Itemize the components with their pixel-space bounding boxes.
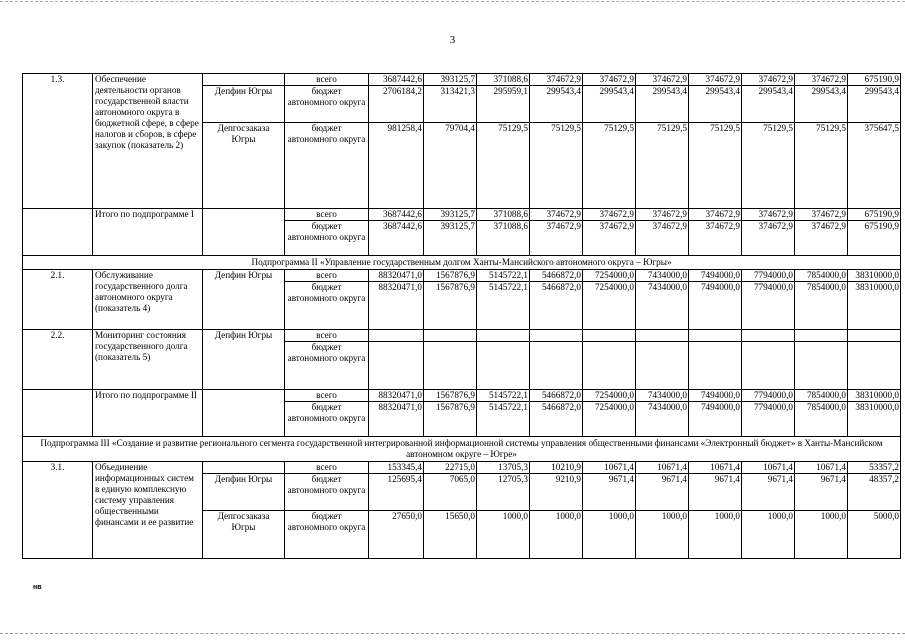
value-cell: 1000,0: [477, 511, 530, 559]
executor-cell: Депфин Югры: [203, 270, 285, 330]
value-cell: [636, 330, 689, 342]
value-cell: 3687442,6: [369, 221, 424, 256]
value-cell: 1000,0: [795, 511, 848, 559]
measure-name: Итого по подпрограмме I: [93, 209, 203, 256]
value-cell: 3687442,6: [369, 209, 424, 221]
value-cell: 1000,0: [636, 511, 689, 559]
value-cell: 1000,0: [583, 511, 636, 559]
value-cell: 299543,4: [742, 86, 795, 123]
value-cell: 7065,0: [424, 474, 477, 511]
value-cell: 75129,5: [583, 123, 636, 209]
value-cell: 9210,9: [530, 474, 583, 511]
source-total: всего: [285, 74, 369, 86]
value-cell: 3687442,6: [369, 74, 424, 86]
value-cell: 88320471,0: [369, 402, 424, 437]
value-cell: [369, 342, 424, 390]
value-cell: 48357,2: [848, 474, 901, 511]
value-cell: 393125,7: [424, 74, 477, 86]
value-cell: [742, 342, 795, 390]
value-cell: 75129,5: [795, 123, 848, 209]
value-cell: 7254000,0: [583, 270, 636, 282]
value-cell: 1567876,9: [424, 390, 477, 402]
value-cell: 981258,4: [369, 123, 424, 209]
value-cell: 5145722,1: [477, 390, 530, 402]
source-cell: бюджет автономного округа: [285, 86, 369, 123]
value-cell: 299543,4: [848, 86, 901, 123]
value-cell: 393125,7: [424, 209, 477, 221]
source-total: всего: [285, 330, 369, 342]
value-cell: 374672,9: [742, 74, 795, 86]
value-cell: 10210,9: [530, 462, 583, 474]
executor-cell: Депфин Югры: [203, 86, 285, 123]
table-row: [23, 330, 901, 342]
value-cell: 7434000,0: [636, 282, 689, 330]
value-cell: 38310000,0: [848, 282, 901, 330]
value-cell: 7494000,0: [689, 390, 742, 402]
value-cell: 1000,0: [530, 511, 583, 559]
value-cell: 313421,3: [424, 86, 477, 123]
subprogram-title: Подпрограмма II «Управление государственным долгом Ханты-Мансийского автономного округа – Югры»: [23, 256, 901, 270]
value-cell: 5000,0: [848, 511, 901, 559]
value-cell: [689, 342, 742, 390]
value-cell: 7854000,0: [795, 270, 848, 282]
value-cell: 10671,4: [689, 462, 742, 474]
value-cell: 7254000,0: [583, 390, 636, 402]
subprogram-title-row: [23, 437, 901, 462]
value-cell: [848, 342, 901, 390]
executor-cell: Депфин Югры: [203, 474, 285, 511]
subprogram-title: Подпрограмма III «Создание и развитие регионального сегмента государственной интегрированной информационной системы управления общественными финансами «Электронный бюджет» в Ханты-Мансийском автономном округе – Югре»: [23, 437, 901, 462]
value-cell: 7434000,0: [636, 270, 689, 282]
source-cell: бюджет автономного округа: [285, 402, 369, 437]
table-row: [23, 74, 901, 86]
row-number: 2.2.: [23, 330, 93, 390]
value-cell: 7854000,0: [795, 282, 848, 330]
value-cell: 1000,0: [742, 511, 795, 559]
value-cell: 374672,9: [742, 209, 795, 221]
scan-bottom-edge: [0, 633, 905, 634]
value-cell: 374672,9: [742, 221, 795, 256]
value-cell: 7494000,0: [689, 402, 742, 437]
value-cell: 371088,6: [477, 74, 530, 86]
value-cell: 2706184,2: [369, 86, 424, 123]
value-cell: 374672,9: [795, 74, 848, 86]
executor-cell: [203, 390, 285, 437]
value-cell: 5466872,0: [530, 282, 583, 330]
value-cell: 5145722,1: [477, 402, 530, 437]
value-cell: [795, 330, 848, 342]
table-row: [23, 390, 901, 402]
value-cell: 88320471,0: [369, 282, 424, 330]
value-cell: 374672,9: [530, 74, 583, 86]
row-number: 2.1.: [23, 270, 93, 330]
value-cell: 88320471,0: [369, 390, 424, 402]
value-cell: 38310000,0: [848, 402, 901, 437]
value-cell: 7494000,0: [689, 270, 742, 282]
executor-cell: [203, 209, 285, 256]
value-cell: 79704,4: [424, 123, 477, 209]
value-cell: 153345,4: [369, 462, 424, 474]
row-number: [23, 209, 93, 256]
value-cell: [795, 342, 848, 390]
value-cell: 9671,4: [742, 474, 795, 511]
value-cell: 7254000,0: [583, 282, 636, 330]
value-cell: 22715,0: [424, 462, 477, 474]
value-cell: 375647,5: [848, 123, 901, 209]
measure-name: Мониторинг состояния государственного долга (показатель 5): [93, 330, 203, 390]
value-cell: 675190,9: [848, 209, 901, 221]
value-cell: 9671,4: [583, 474, 636, 511]
value-cell: 10671,4: [795, 462, 848, 474]
value-cell: 7794000,0: [742, 270, 795, 282]
value-cell: 295959,1: [477, 86, 530, 123]
value-cell: 374672,9: [583, 221, 636, 256]
value-cell: 15650,0: [424, 511, 477, 559]
value-cell: [636, 342, 689, 390]
scan-top-edge: [0, 1, 905, 2]
value-cell: 5466872,0: [530, 402, 583, 437]
value-cell: 7494000,0: [689, 282, 742, 330]
value-cell: 374672,9: [795, 209, 848, 221]
value-cell: 374672,9: [636, 74, 689, 86]
value-cell: 675190,9: [848, 74, 901, 86]
value-cell: 7794000,0: [742, 282, 795, 330]
executor-cell: [203, 462, 285, 474]
value-cell: 5145722,1: [477, 282, 530, 330]
source-total: всего: [285, 462, 369, 474]
subprogram-title-row: [23, 256, 901, 270]
source-cell: бюджет автономного округа: [285, 221, 369, 256]
value-cell: 38310000,0: [848, 390, 901, 402]
value-cell: 27650,0: [369, 511, 424, 559]
source-total: всего: [285, 209, 369, 221]
value-cell: [530, 342, 583, 390]
value-cell: 374672,9: [636, 209, 689, 221]
budget-table-wrap: [22, 73, 899, 559]
executor-cell: Депгосзаказа Югры: [203, 511, 285, 559]
executor-cell: [203, 74, 285, 86]
value-cell: [477, 330, 530, 342]
value-cell: 7794000,0: [742, 390, 795, 402]
value-cell: 374672,9: [583, 209, 636, 221]
value-cell: 125695,4: [369, 474, 424, 511]
value-cell: [530, 330, 583, 342]
value-cell: 75129,5: [477, 123, 530, 209]
value-cell: [424, 342, 477, 390]
value-cell: 75129,5: [530, 123, 583, 209]
measure-name: Объединение информационных систем в единую комплексную систему управления общественными финансами и ее развитие: [93, 462, 203, 559]
source-cell: бюджет автономного округа: [285, 282, 369, 330]
value-cell: 75129,5: [742, 123, 795, 209]
source-cell: бюджет автономного округа: [285, 511, 369, 559]
value-cell: 393125,7: [424, 221, 477, 256]
value-cell: [742, 330, 795, 342]
table-row: [23, 270, 901, 282]
executor-cell: Депгосзаказа Югры: [203, 123, 285, 209]
measure-name: Обслуживание государственного долга автономного округа (показатель 4): [93, 270, 203, 330]
value-cell: 374672,9: [689, 74, 742, 86]
budget-table: [22, 73, 901, 559]
value-cell: 10671,4: [636, 462, 689, 474]
value-cell: [477, 342, 530, 390]
source-total: всего: [285, 270, 369, 282]
source-cell: бюджет автономного округа: [285, 474, 369, 511]
measure-name: Итого по подпрограмме II: [93, 390, 203, 437]
value-cell: 9671,4: [795, 474, 848, 511]
value-cell: 374672,9: [636, 221, 689, 256]
value-cell: 12705,3: [477, 474, 530, 511]
value-cell: 299543,4: [795, 86, 848, 123]
row-number: [23, 390, 93, 437]
value-cell: 374672,9: [530, 221, 583, 256]
executor-cell: Депфин Югры: [203, 330, 285, 390]
value-cell: 53357,2: [848, 462, 901, 474]
measure-name: Обеспечение деятельности органов государственной власти автономного округа в бюджетной сфере, в сфере налогов и сборов, в сфере закупок (показатель 2): [93, 74, 203, 209]
source-cell: бюджет автономного округа: [285, 123, 369, 209]
row-number: 1.3.: [23, 74, 93, 209]
value-cell: 5145722,1: [477, 270, 530, 282]
value-cell: 10671,4: [742, 462, 795, 474]
value-cell: 7434000,0: [636, 402, 689, 437]
value-cell: 75129,5: [689, 123, 742, 209]
value-cell: 371088,6: [477, 209, 530, 221]
value-cell: 7434000,0: [636, 390, 689, 402]
value-cell: 675190,9: [848, 221, 901, 256]
value-cell: 5466872,0: [530, 390, 583, 402]
value-cell: 299543,4: [583, 86, 636, 123]
table-row: [23, 462, 901, 474]
value-cell: [689, 330, 742, 342]
table-row: [23, 209, 901, 221]
value-cell: 374672,9: [795, 221, 848, 256]
value-cell: 7254000,0: [583, 402, 636, 437]
value-cell: [583, 330, 636, 342]
value-cell: 374672,9: [530, 209, 583, 221]
value-cell: 88320471,0: [369, 270, 424, 282]
value-cell: 9671,4: [636, 474, 689, 511]
value-cell: [369, 330, 424, 342]
value-cell: 7794000,0: [742, 402, 795, 437]
value-cell: 374672,9: [583, 74, 636, 86]
value-cell: [424, 330, 477, 342]
value-cell: 1567876,9: [424, 282, 477, 330]
value-cell: 374672,9: [689, 209, 742, 221]
footer-note: нв: [33, 584, 42, 591]
value-cell: 38310000,0: [848, 270, 901, 282]
page-number: 3: [449, 34, 456, 46]
value-cell: [583, 342, 636, 390]
value-cell: 10671,4: [583, 462, 636, 474]
value-cell: 75129,5: [636, 123, 689, 209]
value-cell: [848, 330, 901, 342]
value-cell: 299543,4: [636, 86, 689, 123]
value-cell: 1567876,9: [424, 402, 477, 437]
value-cell: 1000,0: [689, 511, 742, 559]
value-cell: 9671,4: [689, 474, 742, 511]
value-cell: 374672,9: [689, 221, 742, 256]
value-cell: 7854000,0: [795, 402, 848, 437]
source-total: всего: [285, 390, 369, 402]
row-number: 3.1.: [23, 462, 93, 559]
value-cell: 7854000,0: [795, 390, 848, 402]
value-cell: 13705,3: [477, 462, 530, 474]
value-cell: 371088,6: [477, 221, 530, 256]
value-cell: 5466872,0: [530, 270, 583, 282]
value-cell: 299543,4: [530, 86, 583, 123]
value-cell: 299543,4: [689, 86, 742, 123]
source-cell: бюджет автономного округа: [285, 342, 369, 390]
value-cell: 1567876,9: [424, 270, 477, 282]
